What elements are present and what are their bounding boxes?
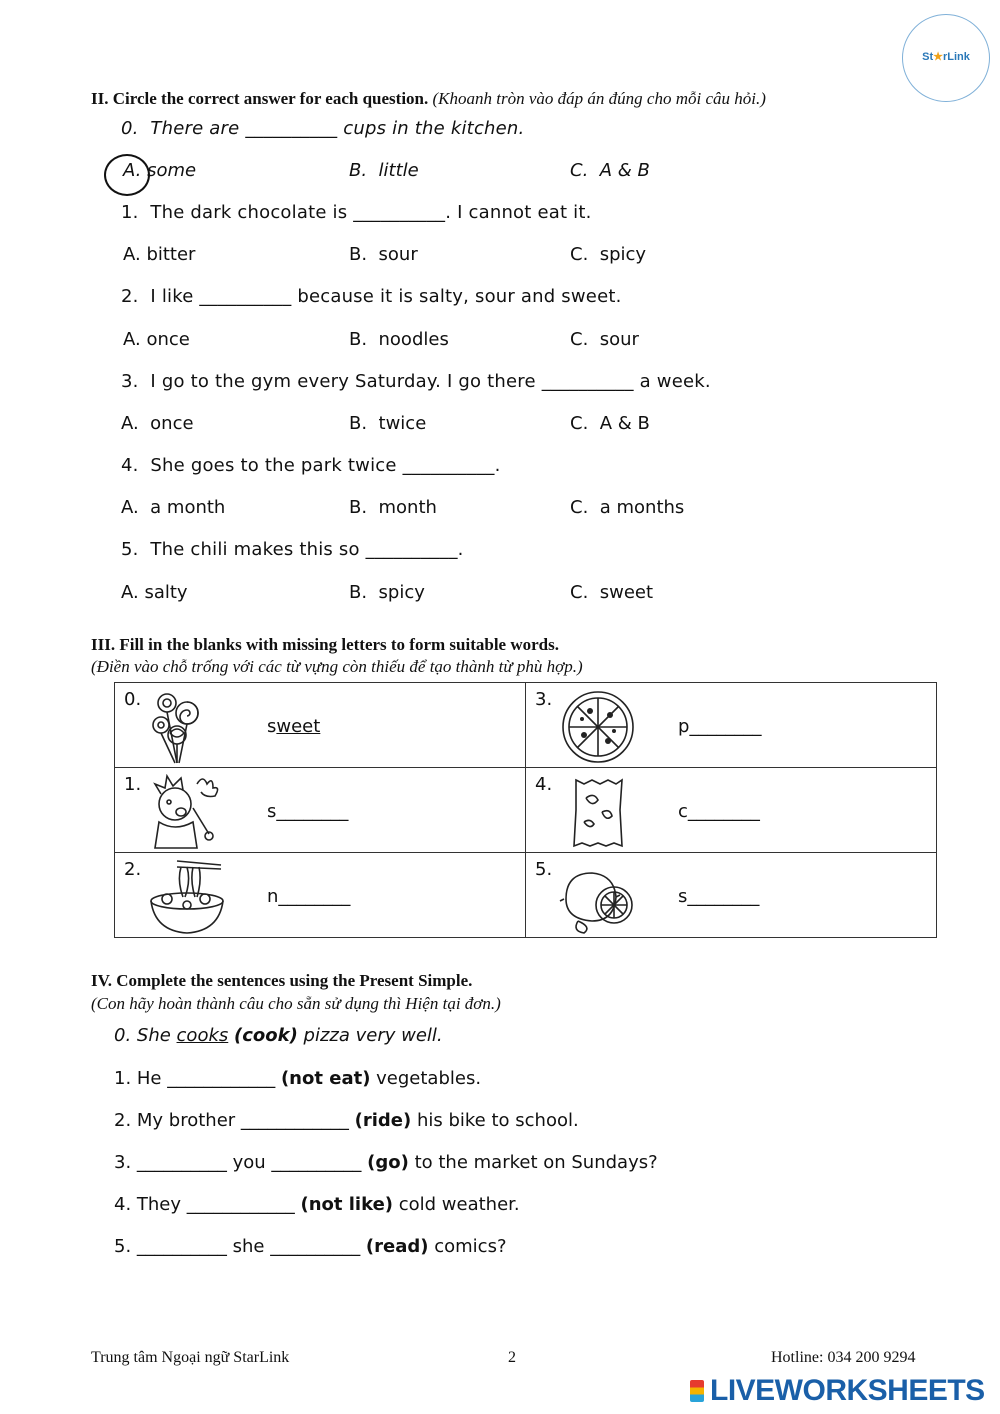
liveworksheets-watermark bbox=[690, 1374, 985, 1408]
sentence-verb: (not like) bbox=[300, 1194, 394, 1215]
footer-page-number: 2 bbox=[508, 1349, 516, 1366]
example-pre: 0. She bbox=[114, 1025, 177, 1046]
sentence-post: to the market on Sundays? bbox=[408, 1152, 658, 1173]
question-2: 2. I like __________ because it is salty, sour and sweet. bbox=[121, 286, 622, 307]
q0-option-a[interactable]: A. some bbox=[123, 160, 197, 181]
sentence-post: vegetables. bbox=[370, 1068, 482, 1089]
fill-cell-word bbox=[267, 716, 320, 737]
sentence-post: cold weather. bbox=[393, 1194, 520, 1215]
word-first-letter: p bbox=[678, 716, 690, 737]
fill-in-table bbox=[114, 682, 937, 938]
q4-option-b[interactable]: B. month bbox=[349, 497, 437, 518]
sentence-2[interactable] bbox=[114, 1110, 579, 1131]
word-blank[interactable]: ________ bbox=[687, 886, 760, 907]
sentence-5[interactable] bbox=[114, 1236, 507, 1257]
word-blank[interactable]: ________ bbox=[276, 801, 349, 822]
lollipop-icon bbox=[147, 689, 227, 765]
fill-cell-2 bbox=[115, 853, 526, 938]
fill-cell-word[interactable] bbox=[678, 716, 761, 737]
question-0: 0. There are __________ cups in the kitchen. bbox=[121, 118, 525, 139]
chips-bag-icon bbox=[558, 774, 638, 850]
starlink-logo bbox=[902, 14, 990, 102]
section3-heading bbox=[91, 635, 559, 655]
word-first-letter: n bbox=[267, 886, 279, 907]
fill-cell-4 bbox=[526, 768, 937, 853]
q1-option-a[interactable]: A. bitter bbox=[123, 244, 196, 265]
q1-option-b[interactable]: B. sour bbox=[349, 244, 418, 265]
pizza-icon bbox=[558, 689, 638, 765]
section2-heading bbox=[91, 89, 766, 109]
q5-option-b[interactable]: B. spicy bbox=[349, 582, 425, 603]
logo-text-b: rLink bbox=[942, 51, 970, 63]
example-post: pizza very well. bbox=[297, 1025, 443, 1046]
word-blank[interactable]: ________ bbox=[689, 716, 762, 737]
sentence-3[interactable] bbox=[114, 1152, 658, 1173]
q3-option-a[interactable]: A. once bbox=[121, 413, 194, 434]
fill-cell-number: 4. bbox=[535, 774, 553, 795]
q2-option-b[interactable]: B. noodles bbox=[349, 329, 449, 350]
word-first-letter: s bbox=[678, 886, 688, 907]
section2-subtitle: (Khoanh tròn vào đáp án đúng cho mỗi câu hỏi.) bbox=[432, 89, 766, 108]
sentence-text: 2. My brother ____________ bbox=[114, 1110, 355, 1131]
section4-title: IV. Complete the sentences using the Present Simple. bbox=[91, 971, 473, 990]
q2-option-c[interactable]: C. sour bbox=[570, 329, 639, 350]
logo-text-a: St bbox=[922, 51, 934, 63]
example-answer: cooks bbox=[176, 1025, 229, 1046]
fill-cell-0 bbox=[115, 683, 526, 768]
logo-star-icon: ★ bbox=[933, 51, 943, 63]
sentence-text: 3. __________ you __________ bbox=[114, 1152, 368, 1173]
question-5: 5. The chili makes this so __________. bbox=[121, 539, 464, 560]
word-first-letter: s bbox=[267, 801, 277, 822]
word-answer: weet bbox=[276, 716, 321, 737]
sentence-text: 5. __________ she __________ bbox=[114, 1236, 366, 1257]
fill-cell-word[interactable] bbox=[267, 801, 348, 822]
q3-option-c[interactable]: C. A & B bbox=[570, 413, 650, 434]
lemon-icon bbox=[558, 859, 638, 935]
sentence-verb: (read) bbox=[365, 1236, 429, 1257]
section3-subtitle: (Điền vào chỗ trống với các từ vựng còn thiếu để tạo thành từ phù hợp.) bbox=[91, 657, 583, 676]
q4-option-c[interactable]: C. a months bbox=[570, 497, 685, 518]
section3-title: III. Fill in the blanks with missing letters to form suitable words. bbox=[91, 635, 559, 654]
fill-cell-word[interactable] bbox=[678, 801, 760, 822]
fill-cell-number: 2. bbox=[124, 859, 142, 880]
q5-option-c[interactable]: C. sweet bbox=[570, 582, 654, 603]
word-blank[interactable]: ________ bbox=[278, 886, 351, 907]
q0-option-b[interactable]: B. little bbox=[349, 160, 419, 181]
question-1: 1. The dark chocolate is __________. I cannot eat it. bbox=[121, 202, 592, 223]
q1-option-c[interactable]: C. spicy bbox=[570, 244, 647, 265]
footer-center-name: Trung tâm Ngoại ngữ StarLink bbox=[91, 1349, 290, 1366]
sentence-post: his bike to school. bbox=[411, 1110, 579, 1131]
sentence-1[interactable] bbox=[114, 1068, 481, 1089]
q4-option-a[interactable]: A. a month bbox=[121, 497, 226, 518]
sentence-4[interactable] bbox=[114, 1194, 520, 1215]
q3-option-b[interactable]: B. twice bbox=[349, 413, 427, 434]
fill-cell-word[interactable] bbox=[678, 886, 759, 907]
liveworksheets-logo-icon bbox=[690, 1380, 704, 1402]
q2-option-a[interactable]: A. once bbox=[123, 329, 190, 350]
section2-title: II. Circle the correct answer for each question. bbox=[91, 89, 429, 108]
example-verb: (cook) bbox=[234, 1025, 298, 1046]
fill-cell-3 bbox=[526, 683, 937, 768]
q0-option-c[interactable]: C. A & B bbox=[570, 160, 650, 181]
section4-heading bbox=[91, 971, 472, 991]
sentence-post: comics? bbox=[428, 1236, 507, 1257]
sentence-text: 4. They ____________ bbox=[114, 1194, 301, 1215]
fill-cell-1 bbox=[115, 768, 526, 853]
q5-option-a[interactable]: A. salty bbox=[121, 582, 188, 603]
fill-cell-number: 3. bbox=[535, 689, 553, 710]
sentence-verb: (not eat) bbox=[280, 1068, 371, 1089]
fill-cell-word[interactable] bbox=[267, 886, 350, 907]
noodle-bowl-icon bbox=[147, 859, 227, 935]
fill-cell-number: 0. bbox=[124, 689, 142, 710]
sentence-verb: (go) bbox=[367, 1152, 409, 1173]
question-4: 4. She goes to the park twice __________. bbox=[121, 455, 501, 476]
fill-cell-5 bbox=[526, 853, 937, 938]
fill-cell-number: 5. bbox=[535, 859, 553, 880]
section4-subtitle: (Con hãy hoàn thành câu cho sẵn sử dụng thì Hiện tại đơn.) bbox=[91, 994, 501, 1013]
sentence-verb: (ride) bbox=[354, 1110, 412, 1131]
spicy-boy-icon bbox=[147, 774, 227, 850]
sentence-text: 1. He ____________ bbox=[114, 1068, 281, 1089]
question-3: 3. I go to the gym every Saturday. I go there __________ a week. bbox=[121, 371, 711, 392]
word-blank[interactable]: ________ bbox=[687, 801, 760, 822]
fill-cell-number: 1. bbox=[124, 774, 142, 795]
word-first-letter: c bbox=[678, 801, 688, 822]
word-first-letter: s bbox=[267, 716, 277, 737]
watermark-text: LIVEWORKSHEETS bbox=[710, 1374, 985, 1407]
footer-hotline: Hotline: 034 200 9294 bbox=[771, 1349, 916, 1366]
section4-example bbox=[114, 1025, 443, 1046]
